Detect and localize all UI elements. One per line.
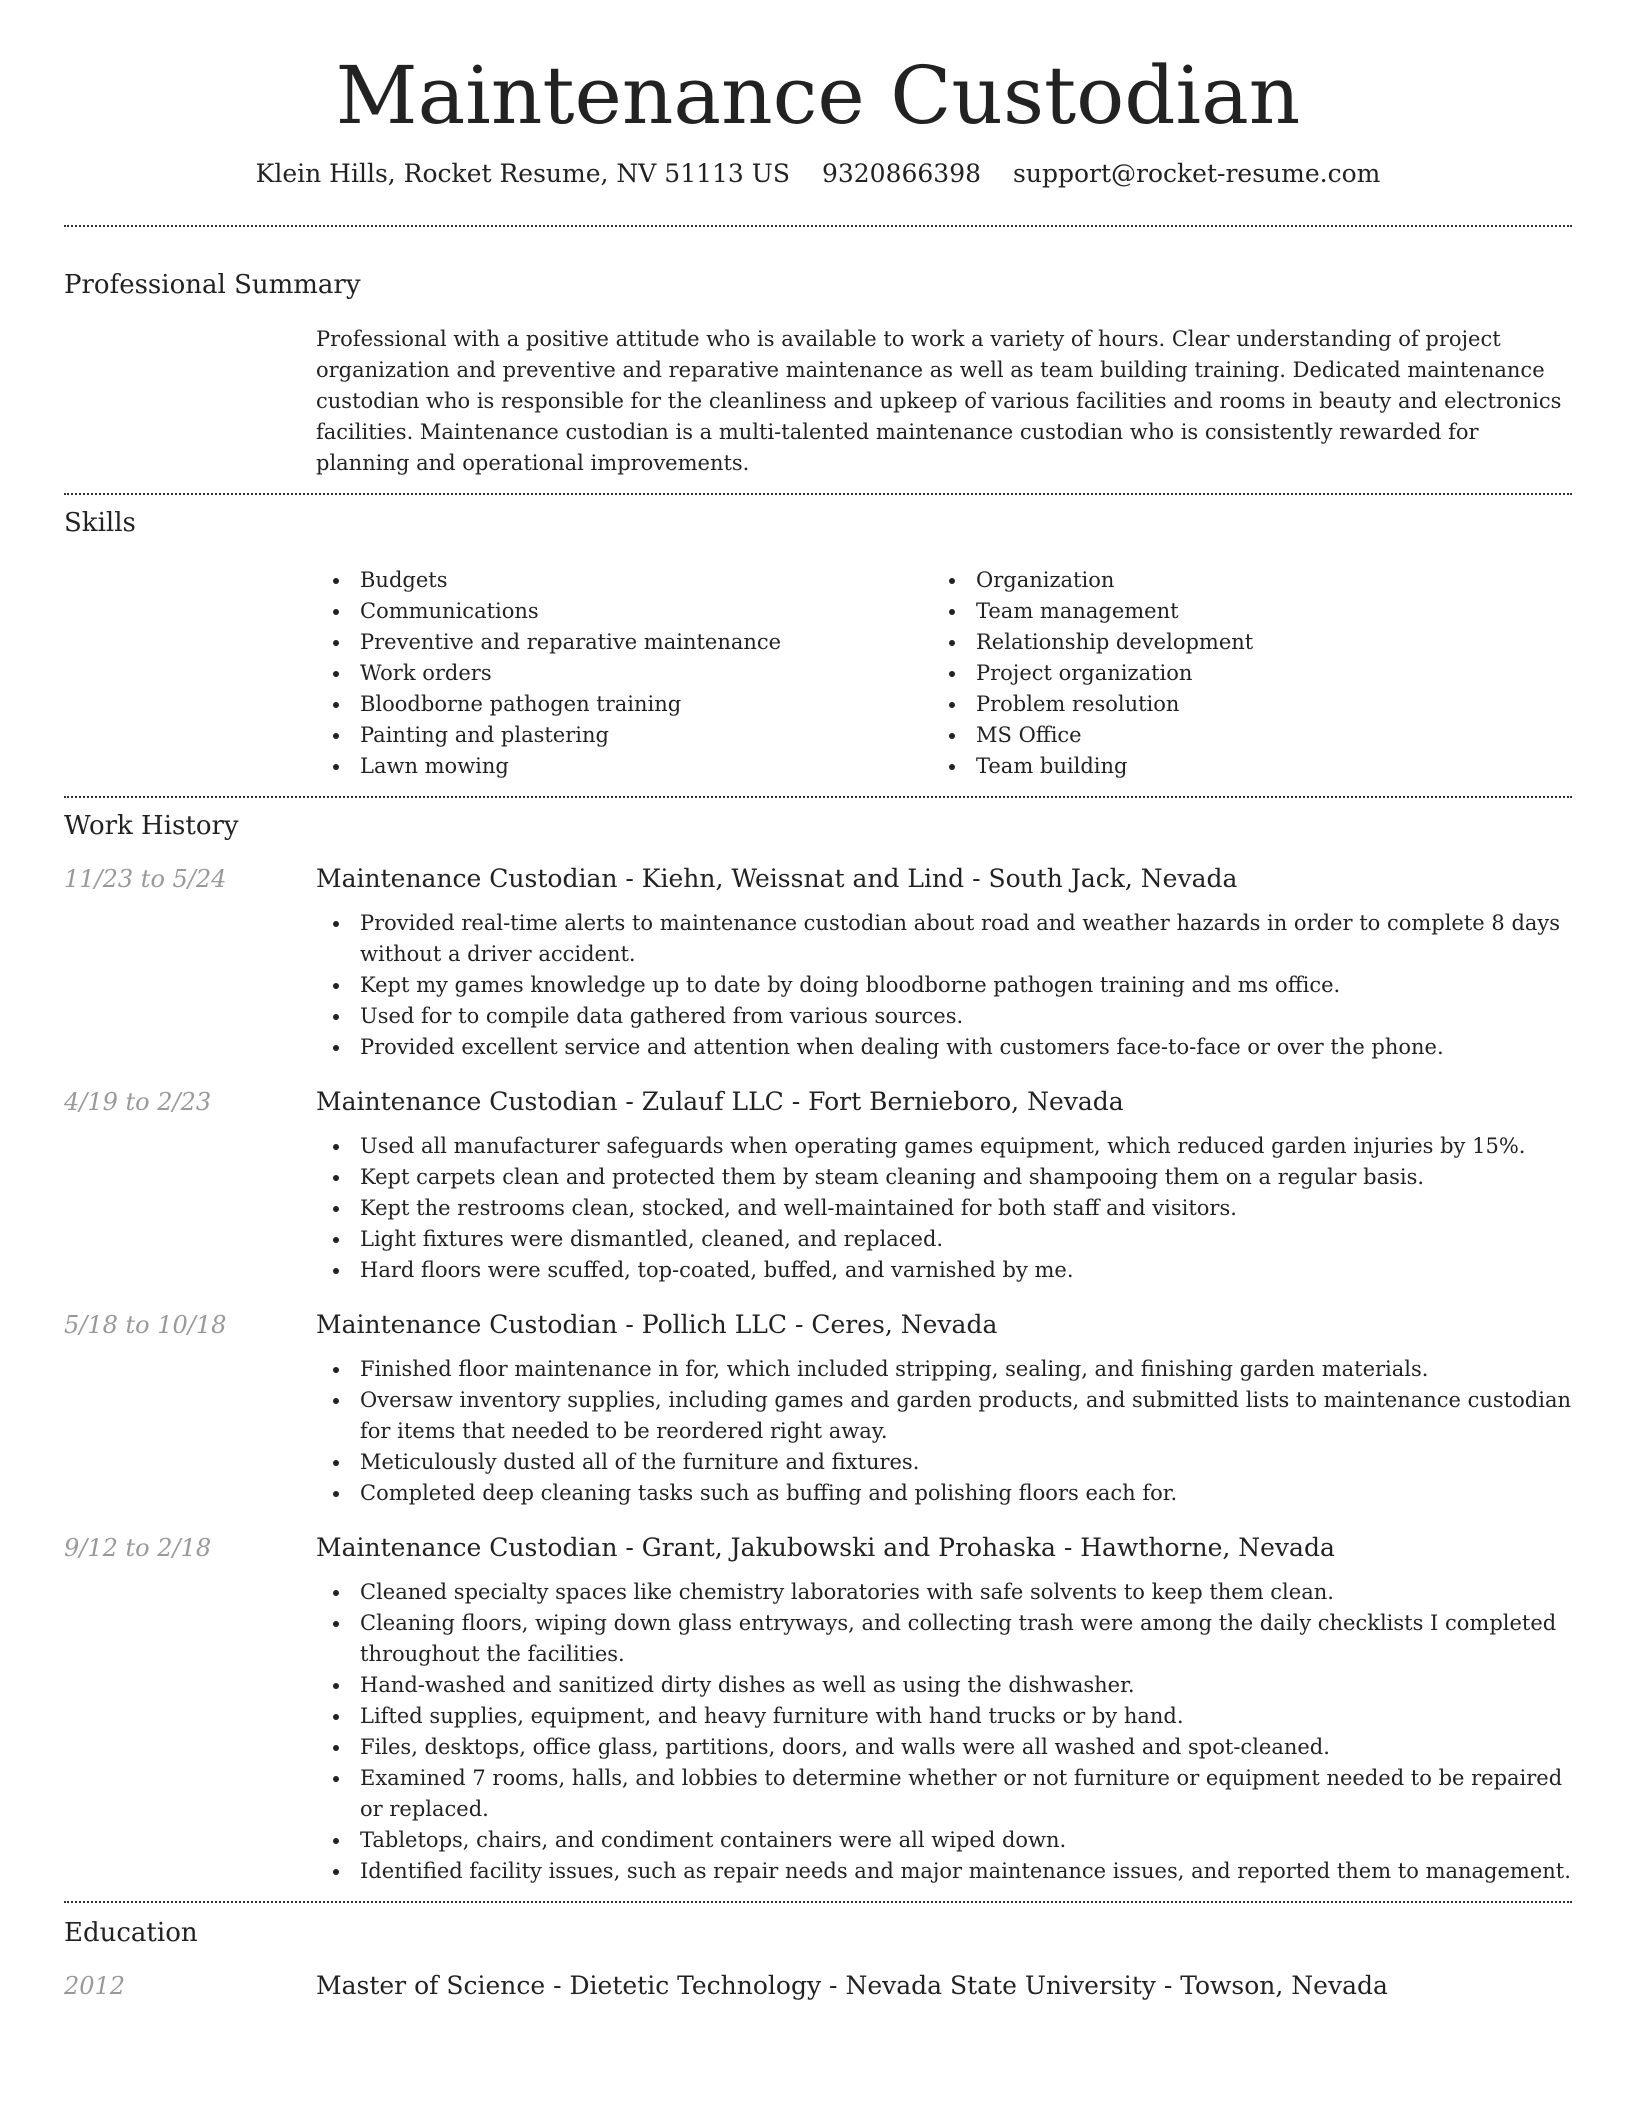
job-bullets [316, 908, 1572, 1063]
job-bullet: Hard floors were scuffed, top-coated, buffed, and varnished by me. [316, 1255, 1572, 1286]
skill-item: Preventive and reparative maintenance [316, 627, 932, 658]
skill-item: Lawn mowing [316, 751, 932, 782]
divider [64, 225, 1572, 227]
skills-column-right [932, 565, 1548, 782]
job-bullet: Kept the restrooms clean, stocked, and well-maintained for both staff and visitors. [316, 1193, 1572, 1224]
skill-item: Team management [932, 596, 1548, 627]
section-title-work-history: Work History [64, 811, 239, 842]
skill-item: Relationship development [932, 627, 1548, 658]
job-body [316, 1085, 1572, 1286]
skill-item: Problem resolution [932, 689, 1548, 720]
job-bullets [316, 1577, 1572, 1887]
skill-item: Budgets [316, 565, 932, 596]
skill-item: Bloodborne pathogen training [316, 689, 932, 720]
job-bullet: Cleaned specialty spaces like chemistry laboratories with safe solvents to keep them clean. [316, 1577, 1572, 1608]
job-bullet: Used all manufacturer safeguards when operating games equipment, which reduced garden injuries by 15%. [316, 1131, 1572, 1162]
job-bullet: Finished floor maintenance in for, which included stripping, sealing, and finishing garden materials. [316, 1354, 1572, 1385]
contact-phone: 9320866398 [821, 159, 982, 188]
job-date: 5/18 to 10/18 [64, 1310, 227, 1339]
job-body [316, 1531, 1572, 1887]
skill-item: MS Office [932, 720, 1548, 751]
skill-item: Organization [932, 565, 1548, 596]
skills-grid [316, 565, 1572, 782]
resume-page [64, 0, 1572, 2003]
contact-line [64, 158, 1572, 191]
divider [64, 493, 1572, 495]
job-bullets [316, 1131, 1572, 1286]
divider [64, 796, 1572, 798]
job-bullet: Meticulously dusted all of the furniture and fixtures. [316, 1447, 1572, 1478]
job-bullet: Hand-washed and sanitized dirty dishes as well as using the dishwasher. [316, 1670, 1572, 1701]
contact-address: Klein Hills, Rocket Resume, NV 51113 US [255, 159, 790, 188]
skill-item: Project organization [932, 658, 1548, 689]
contact-email: support@rocket-resume.com [1013, 159, 1381, 188]
job-bullet: Used for to compile data gathered from various sources. [316, 1001, 1572, 1032]
job-title: Maintenance Custodian - Zulauf LLC - Fort Bernieboro, Nevada [316, 1086, 1124, 1116]
skill-item: Communications [316, 596, 932, 627]
skill-item: Team building [932, 751, 1548, 782]
job-date: 9/12 to 2/18 [64, 1533, 212, 1562]
job-bullet: Kept carpets clean and protected them by steam cleaning and shampooing them on a regular basis. [316, 1162, 1572, 1193]
job-date: 11/23 to 5/24 [64, 864, 227, 893]
section-title-summary: Professional Summary [64, 269, 361, 300]
job-bullet: Identified facility issues, such as repair needs and major maintenance issues, and reported them to management. [316, 1856, 1572, 1887]
job-title: Maintenance Custodian - Pollich LLC - Ceres, Nevada [316, 1309, 998, 1339]
education-entry [64, 1969, 1572, 2003]
job-bullet: Provided excellent service and attention when dealing with customers face-to-face or over the phone. [316, 1032, 1572, 1063]
section-title-skills: Skills [64, 508, 136, 539]
candidate-name: Maintenance Custodian [335, 49, 1301, 142]
job-body [316, 862, 1572, 1063]
job-entry [64, 1308, 1572, 1509]
job-entry [64, 862, 1572, 1063]
skill-item: Painting and plastering [316, 720, 932, 751]
job-bullet: Examined 7 rooms, halls, and lobbies to determine whether or not furniture or equipment needed to be repaired or replaced. [316, 1763, 1572, 1825]
education-title: Master of Science - Dietetic Technology - Nevada State University - Towson, Nevada [316, 1970, 1388, 2000]
job-bullet: Light fixtures were dismantled, cleaned, and replaced. [316, 1224, 1572, 1255]
job-body [316, 1308, 1572, 1509]
job-bullets [316, 1354, 1572, 1509]
education-body [316, 1969, 1572, 2003]
job-entry [64, 1085, 1572, 1286]
job-bullet: Completed deep cleaning tasks such as buffing and polishing floors each for. [316, 1478, 1572, 1509]
skill-item: Work orders [316, 658, 932, 689]
job-bullet: Files, desktops, office glass, partitions, doors, and walls were all washed and spot-cleaned. [316, 1732, 1572, 1763]
job-entry [64, 1531, 1572, 1887]
job-bullet: Cleaning floors, wiping down glass entryways, and collecting trash were among the daily checklists I completed throughout the facilities. [316, 1608, 1572, 1670]
education-date: 2012 [64, 1971, 126, 2000]
job-title: Maintenance Custodian - Kiehn, Weissnat and Lind - South Jack, Nevada [316, 863, 1238, 893]
job-bullet: Kept my games knowledge up to date by doing bloodborne pathogen training and ms office. [316, 970, 1572, 1001]
divider [64, 1901, 1572, 1903]
skills-column-left [316, 565, 932, 782]
job-bullet: Tabletops, chairs, and condiment containers were all wiped down. [316, 1825, 1572, 1856]
summary-text: Professional with a positive attitude who is available to work a variety of hours. Clear understanding of project organization and preventive and reparative maintenance as well as team building training. Dedicated maintenance custodian who is responsible for the cleanliness and upkeep of various facilities and rooms in beauty and electronics facilities. Maintenance custodian is a multi-talented maintenance custodian who is consistently rewarded for planning and operational improvements. [316, 327, 1562, 476]
job-bullet: Provided real-time alerts to maintenance custodian about road and weather hazards in order to complete 8 days without a driver accident. [316, 908, 1572, 970]
job-title: Maintenance Custodian - Grant, Jakubowski and Prohaska - Hawthorne, Nevada [316, 1532, 1335, 1562]
job-bullet: Lifted supplies, equipment, and heavy furniture with hand trucks or by hand. [316, 1701, 1572, 1732]
job-date: 4/19 to 2/23 [64, 1087, 212, 1116]
section-title-education: Education [64, 1917, 198, 1948]
job-bullet: Oversaw inventory supplies, including games and garden products, and submitted lists to maintenance custodian for items that needed to be reordered right away. [316, 1385, 1572, 1447]
